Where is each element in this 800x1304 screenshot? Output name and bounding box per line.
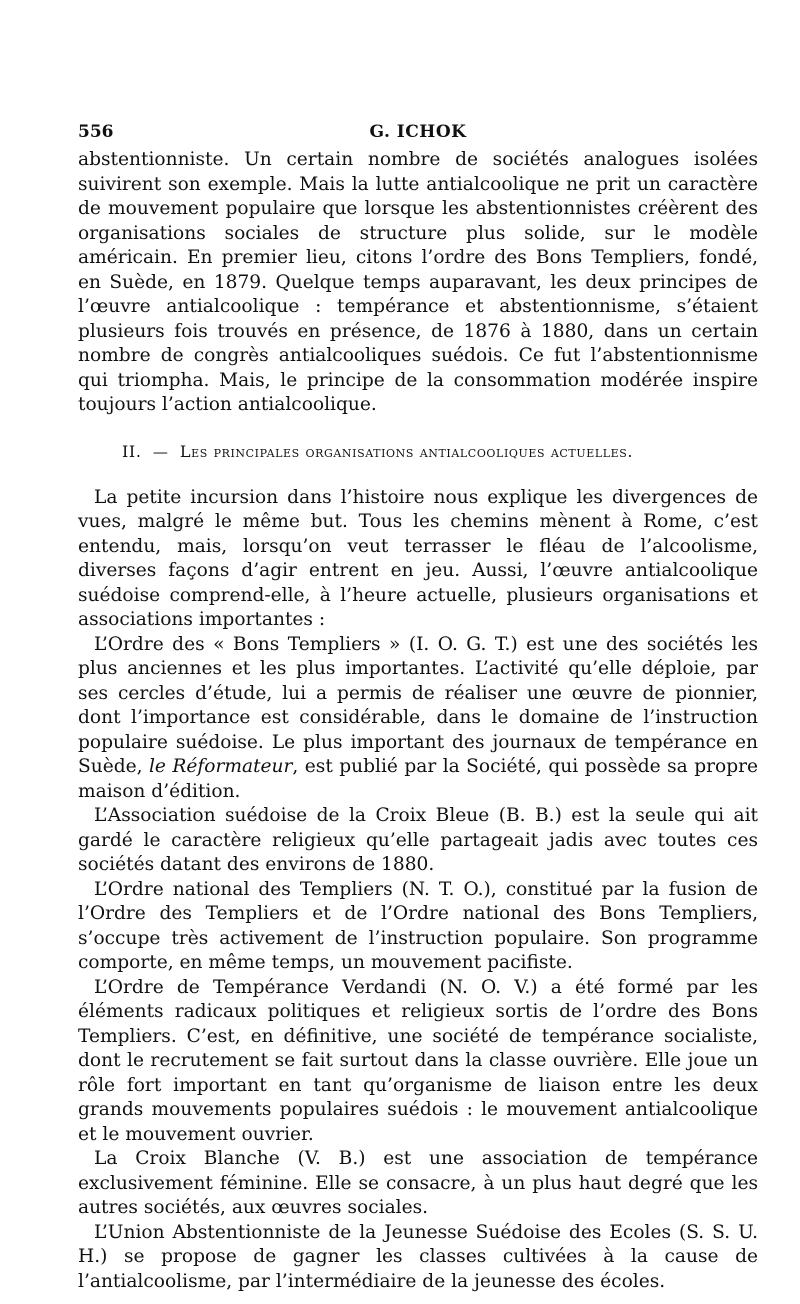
paragraph-union-abstentionniste: L’Union Abstentionniste de la Jeunesse Suédoise des Ecoles (S. S. U. H.) se propose de gagner les classes cultivées à la cause de l’antialcoolisme, par l’intermédiaire de la jeunesse des écoles.	[78, 1221, 758, 1292]
paragraph-continued: abstentionniste. Un certain nombre de sociétés analogues isolées suivirent son exemple. Mais la lutte antialcoolique ne prit un caractère de mouvement populaire que lorsque les abstentionnistes créèrent des organisations sociales de structure plus solide, sur le modèle américain. En premier lieu, citons l’ordre des Bons Templiers, fondé, en Suède, en 1879. Quelque temps auparavant, les deux principes de l’œuvre antialcoolique : tempérance et abstentionnisme, s’étaient plusieurs fois trouvés en présence, de 1876 à 1880, dans un certain nombre de congrès antialcooliques suédois. Ce fut l’abstentionnisme qui triompha. Mais, le principe de la consommation modérée inspire toujours l’action antialcoolique.	[78, 149, 758, 415]
section-heading	[78, 442, 758, 462]
paragraph-croix-bleue: L’Association suédoise de la Croix Bleue (B. B.) est la seule qui ait gardé le caractère religieux qu’elle partageait jadis avec toutes ces sociétés datant des environs de 1880.	[78, 805, 758, 875]
page-number: 556	[78, 122, 114, 142]
journal-title: le Réformateur	[148, 756, 293, 777]
paragraph-bons-templiers	[78, 633, 758, 805]
section-number: II.	[122, 441, 142, 461]
paragraph-verdandi: L’Ordre de Tempérance Verdandi (N. O. V.) a été formé par les éléments radicaux politiques et religieux sortis de l’ordre des Bons Templiers. C’est, en définitive, une société de tempérance socialiste, dont le recrutement se fait surtout dans la classe ouvrière. Elle joue un rôle fort important en tant qu’organisme de liaison entre les deux grands mouvements populaires suédois : le mouvement antialcoolique et le mouvement ouvrier.	[78, 976, 758, 1145]
paragraph-ordre-national: L’Ordre national des Templiers (N. T. O.), constitué par la fusion de l’Ordre des Templiers et de l’Ordre national des Bons Templiers, s’occupe très activement de l’instruction populaire. Son programme comporte, en même temps, un mouvement pacifiste.	[78, 878, 758, 973]
book-page	[78, 118, 758, 1294]
paragraph-intro: La petite incursion dans l’histoire nous explique les divergences de vues, malgré le même but. Tous les chemins mènent à Rome, c’est entendu, mais, lorsqu’on veut terrasser le fléau de l’alcoolisme, diverses façons d’agir entrent en jeu. Aussi, l’œuvre antialcoolique suédoise comprend-elle, à l’heure actuelle, plusieurs organisations et associations importantes :	[78, 486, 758, 630]
paragraph-croix-blanche: La Croix Blanche (V. B.) est une association de tempérance exclusivement féminine. Elle se consacre, à un plus haut degré que les autres sociétés, aux œuvres sociales.	[78, 1148, 758, 1218]
bons-templiers-text-end: , est publié par la Société, qui possède sa propre maison d’édition.	[78, 756, 758, 802]
bons-templiers-text: L’Ordre des « Bons Templiers » (I. O. G. T.) est une des sociétés les plus anciennes et les plus importantes. L’activité qu’elle déploie, par ses cercles d’étude, lui a permis de réaliser une œuvre de pionnier, dont l’importance est considérable, dans le domaine de l’instruction populaire suédoise. Le plus important des journaux de tempérance en Suède,	[78, 633, 758, 777]
running-head	[78, 118, 758, 148]
running-head-author: G. ICHOK	[369, 122, 467, 142]
section-title: Les principales organisations antialcooliques actuelles.	[179, 441, 634, 461]
section-dash: —	[152, 442, 169, 461]
